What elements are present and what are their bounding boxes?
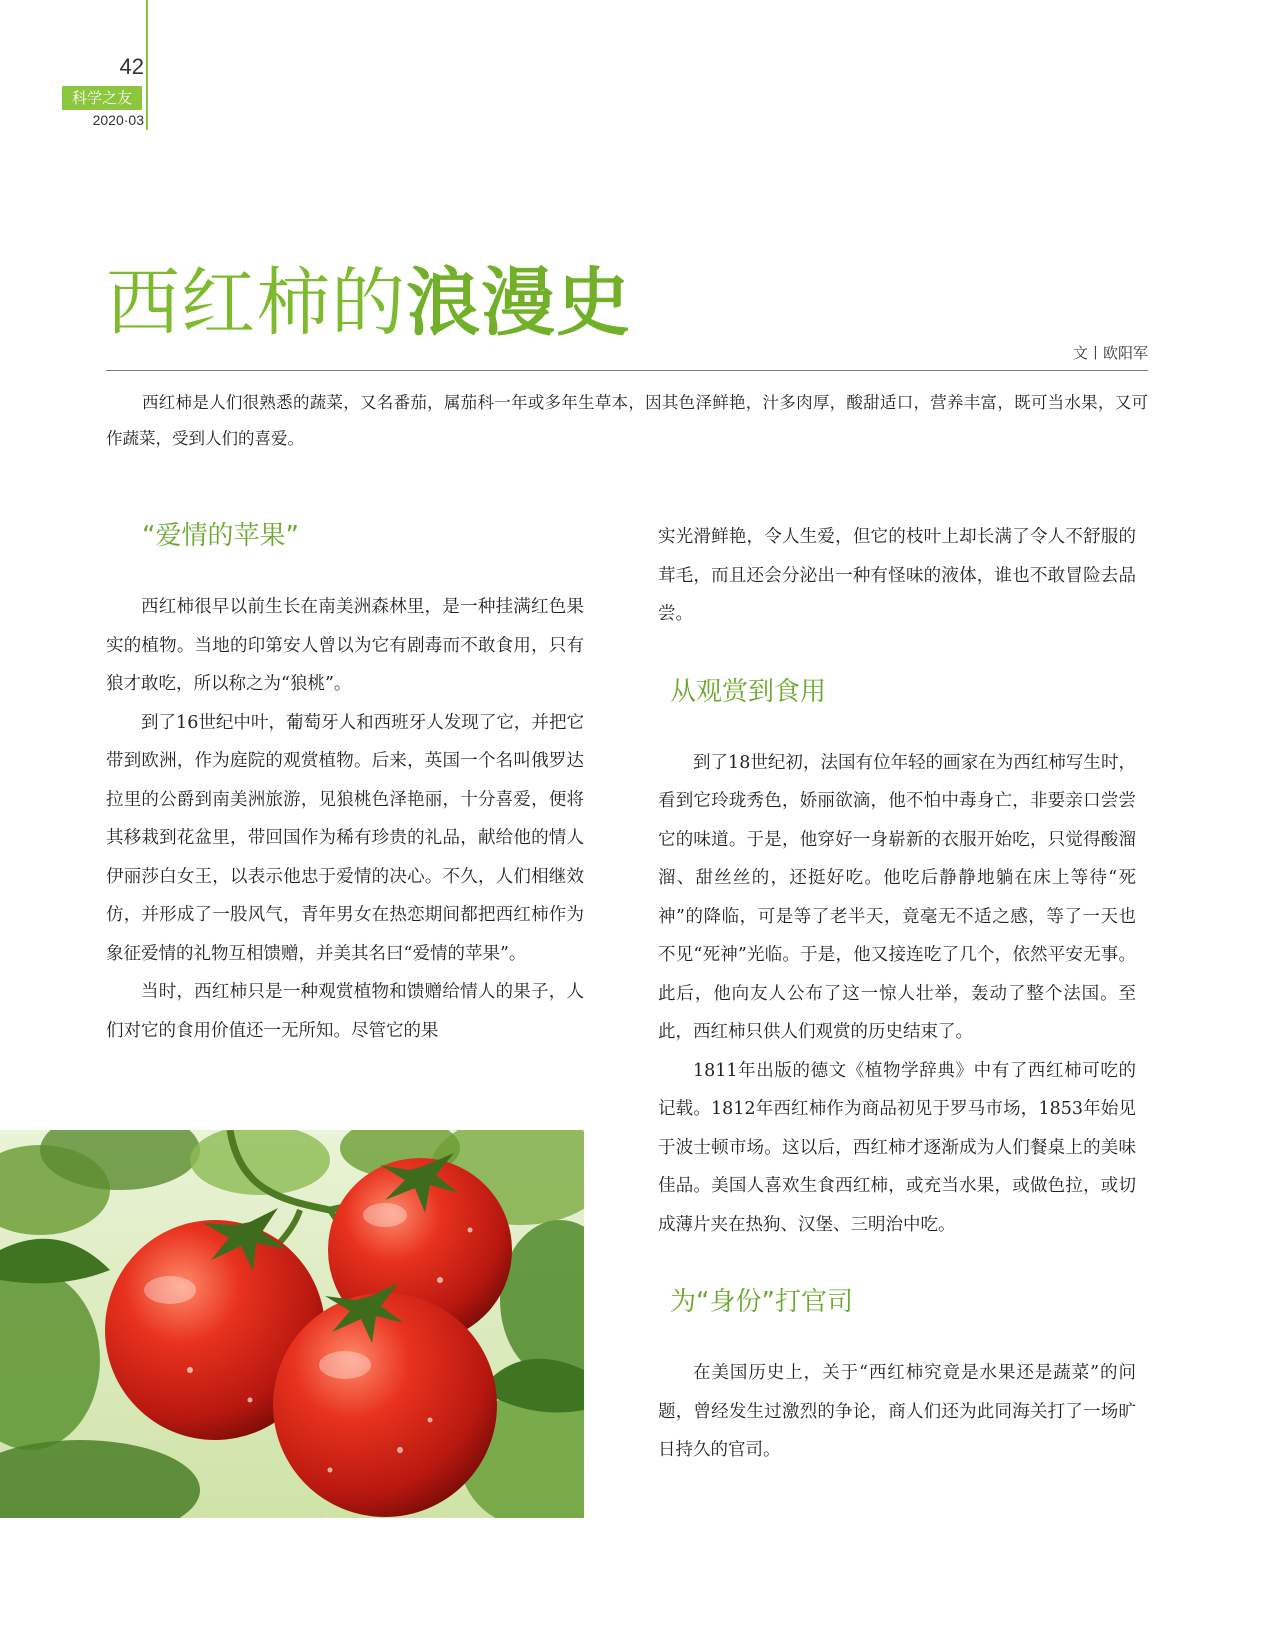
lead-paragraph: 西红柿是人们很熟悉的蔬菜，又名番茄，属茄科一年或多年生草本，因其色泽鲜艳，汁多肉厚，酸甜适口，营养丰富，既可当水果，又可作蔬菜，受到人们的喜爱。 xyxy=(106,393,1148,448)
body-paragraph: 到了18世纪初，法国有位年轻的画家在为西红柿写生时，看到它玲珑秀色，娇丽欲滴，他不怕中毒身亡，非要亲口尝尝它的味道。于是，他穿好一身崭新的衣服开始吃，只觉得酸溜溜、甜丝丝的，还挺好吃。他吃后静静地躺在床上等待“死神”的降临，可是等了老半天，竟毫无不适之感，等了一天也不见“死神”光临。于是，他又接连吃了几个，依然平安无事。此后，他向友人公布了这一惊人壮举，轰动了整个法国。至此，西红柿只供人们观赏的历史结束了。 xyxy=(658,752,1136,1042)
body-paragraph: 西红柿很早以前生长在南美洲森林里，是一种挂满红色果实的植物。当地的印第安人曾以为它有剧毒而不敢食用，只有狼才敢吃，所以称之为“狼桃”。 xyxy=(106,597,584,694)
title-bold: 浪漫史 xyxy=(406,260,631,346)
section-heading-from-ornamental-to-edible: 从观赏到食用 xyxy=(670,676,827,707)
header-rule xyxy=(146,0,148,130)
magazine-name: 科学之友 xyxy=(62,86,142,110)
title-divider xyxy=(106,370,1148,371)
issue-date: 2020·03 xyxy=(92,112,144,128)
page-number: 42 xyxy=(119,54,144,79)
body-paragraph: 在美国历史上，关于“西红柿究竟是水果还是蔬菜”的问题，曾经发生过激烈的争论，商人们还为此同海关打了一场旷日持久的官司。 xyxy=(658,1363,1136,1460)
tomato-front xyxy=(273,1293,497,1517)
left-column xyxy=(106,516,584,1050)
section-heading-love-apple: “爱情的苹果” xyxy=(142,521,299,551)
tomato-photo xyxy=(0,1130,584,1518)
section-heading-identity-lawsuit: 为“身份”打官司 xyxy=(670,1287,853,1317)
tomato-illustration xyxy=(0,1130,584,1518)
article-title xyxy=(106,258,631,348)
title-light: 西红柿的 xyxy=(106,260,406,346)
body-paragraph: 1811年出版的德文《植物学辞典》中有了西红柿可吃的记载。1812年西红柿作为商品初见于罗马市场，1853年始见于波士顿市场。这以后，西红柿才逐渐成为人们餐桌上的美味佳品。美国人喜欢生食西红柿，或充当水果，或做色拉，或切成薄片夹在热狗、汉堡、三明治中吃。 xyxy=(658,1060,1136,1235)
body-paragraph-continued: 实光滑鲜艳，令人生爱，但它的枝叶上却长满了令人不舒服的茸毛，而且还会分泌出一种有怪味的液体，谁也不敢冒险去品尝。 xyxy=(658,527,1136,624)
body-paragraph: 到了16世纪中叶，葡萄牙人和西班牙人发现了它，并把它带到欧洲，作为庭院的观赏植物。后来，英国一个名叫俄罗达拉里的公爵到南美洲旅游，见狼桃色泽艳丽，十分喜爱，便将其移栽到花盆里，带回国作为稀有珍贵的礼品，献给他的情人伊丽莎白女王，以表示他忠于爱情的决心。不久，人们相继效仿，并形成了一股风气，青年男女在热恋期间都把西红柿作为象征爱情的礼物互相馈赠，并美其名曰“爱情的苹果”。 xyxy=(106,712,584,964)
right-column xyxy=(658,518,1136,1470)
byline: 文丨欧阳军 xyxy=(1072,344,1148,362)
body-paragraph: 当时，西红柿只是一种观赏植物和馈赠给情人的果子，人们对它的食用价值还一无所知。尽管它的果 xyxy=(106,982,584,1041)
